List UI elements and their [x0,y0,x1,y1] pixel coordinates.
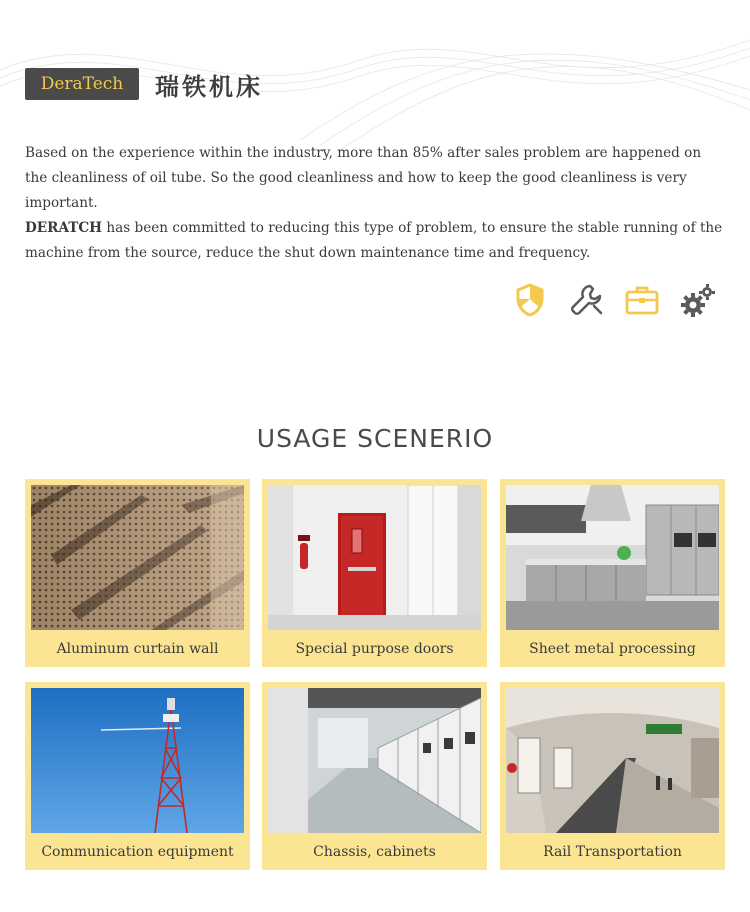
usage-card-label: Sheet metal processing [529,640,696,657]
feature-icons [512,282,716,318]
usage-card-chassis-cabinets[interactable] [262,682,487,870]
logo[interactable] [25,68,139,100]
usage-card-sheet-metal-processing[interactable] [500,479,725,667]
telecom-tower-image [31,688,244,833]
usage-card-label: Chassis, cabinets [313,843,436,860]
usage-card-label: Special purpose doors [295,640,454,657]
usage-scenario-title: USAGE SCENERIO [256,424,494,453]
briefcase-icon [624,282,660,318]
usage-card-label: Aluminum curtain wall [56,640,219,657]
logo-text: DeraTech [40,74,124,94]
usage-card-label: Communication equipment [41,843,234,860]
wrench-icon [568,282,604,318]
subway-station-image [506,688,719,833]
usage-card-label: Rail Transportation [543,843,682,860]
fire-door-image [268,485,481,630]
steel-kitchen-image [506,485,719,630]
shield-icon [512,282,548,318]
perforated-facade-image [31,485,244,630]
intro-paragraph-2-text: has been committed to reducing this type of problem, to ensure the stable running of the machine from the source, reduce the shut down maintenance time and frequency. [25,220,723,261]
intro-paragraph-2 [25,216,725,266]
intro-paragraph-1: Based on the experience within the industry, more than 85% after sales problem are happened on the cleanliness of oil tube. So the good cleanliness and how to keep the good cleanliness is very important. [25,145,702,211]
switchgear-room-image [268,688,481,833]
brand-header [25,68,263,100]
brand-name-chinese: 瑞铁机床 [155,72,263,101]
usage-card-aluminum-curtain-wall[interactable] [25,479,250,667]
usage-card-special-purpose-doors[interactable] [262,479,487,667]
gears-icon [680,282,716,318]
usage-card-rail-transportation[interactable] [500,682,725,870]
usage-card-communication-equipment[interactable] [25,682,250,870]
brand-mention: DERATCH [25,220,103,236]
